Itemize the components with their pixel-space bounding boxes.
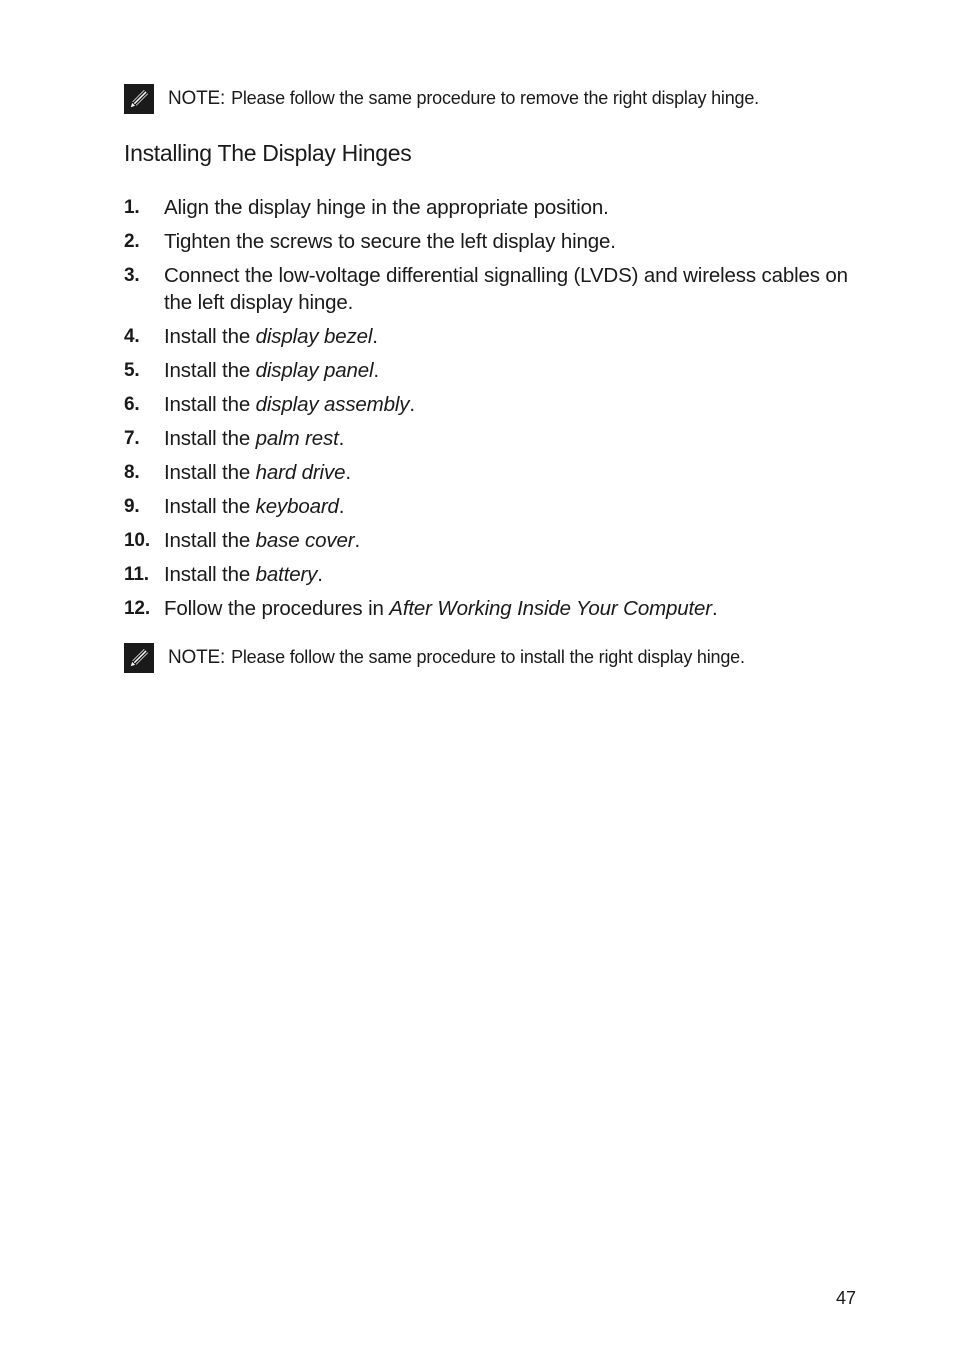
step-cross-reference: display assembly (255, 393, 410, 416)
step-item (124, 561, 864, 588)
step-text-main: Install the (164, 529, 256, 552)
step-text-end: . (345, 461, 351, 484)
note-text: Please follow the same procedure to remove the right display hinge. (231, 88, 759, 108)
step-text-main: Install the (164, 393, 256, 416)
step-item (124, 194, 864, 221)
step-text (164, 495, 344, 518)
step-item (124, 391, 864, 418)
step-number: 6. (124, 394, 140, 415)
step-text-main: Align the display hinge in the appropriate position. (164, 196, 609, 219)
step-text (164, 196, 609, 219)
step-text-main: Install the (164, 359, 256, 382)
note-remove-right-hinge (124, 84, 824, 114)
step-item (124, 228, 864, 255)
step-number: 11. (124, 564, 149, 585)
step-text-end: . (373, 359, 379, 382)
step-number: 12. (124, 598, 150, 619)
step-item (124, 459, 864, 486)
step-text-end: . (338, 427, 345, 450)
step-text (164, 325, 378, 348)
step-cross-reference: base cover (255, 529, 355, 552)
step-number: 8. (124, 462, 140, 483)
step-text (164, 597, 718, 620)
step-text-end: . (409, 393, 415, 416)
step-text (164, 393, 415, 416)
page-number: 47 (835, 1288, 856, 1308)
step-number: 1. (124, 197, 140, 218)
step-number: 10. (124, 530, 150, 551)
step-item (124, 493, 864, 520)
step-text (164, 563, 323, 586)
step-cross-reference: hard drive (255, 461, 346, 484)
step-number: 9. (124, 496, 140, 517)
step-item (124, 262, 864, 316)
step-text (164, 529, 360, 552)
note-label: NOTE: (168, 88, 226, 109)
step-text-end: . (354, 529, 360, 552)
step-text (164, 230, 616, 253)
step-number: 2. (124, 231, 140, 252)
step-item (124, 527, 864, 554)
steps-list (124, 194, 864, 629)
step-number: 7. (124, 428, 140, 449)
step-item (124, 357, 864, 384)
note-text: Please follow the same procedure to install the right display hinge. (231, 647, 745, 667)
step-text-end: . (711, 597, 718, 620)
step-text-main: Install the (164, 495, 256, 518)
step-text-end: . (317, 563, 323, 586)
note-label: NOTE: (168, 647, 226, 668)
step-cross-reference: After Working Inside Your Computer (389, 597, 712, 620)
step-text-main: Install the (164, 563, 256, 586)
step-text-main: Install the (164, 427, 256, 450)
step-text-end: . (338, 495, 345, 518)
step-text-main: Tighten the screws to secure the left display hinge. (164, 230, 616, 253)
step-item (124, 323, 864, 350)
section-title: Installing The Display Hinges (124, 140, 412, 166)
step-text-main: Connect the low-voltage differential signalling (LVDS) and wireless cables on the left display hinge. (164, 264, 848, 314)
step-text-main: Follow the procedures in (164, 597, 390, 620)
step-cross-reference: display bezel (255, 325, 373, 348)
step-cross-reference: battery (255, 563, 318, 586)
step-text (164, 461, 351, 484)
step-cross-reference: display panel (255, 359, 374, 382)
step-text (164, 427, 344, 450)
step-text (164, 264, 848, 314)
note-install-right-hinge (124, 643, 824, 673)
step-text-main: Install the (164, 325, 256, 348)
step-item (124, 425, 864, 452)
step-cross-reference: keyboard (255, 495, 339, 518)
step-text-main: Install the (164, 461, 256, 484)
note-pencil-icon (124, 643, 154, 673)
step-item (124, 595, 864, 622)
step-text-end: . (372, 325, 378, 348)
step-cross-reference: palm rest (255, 427, 339, 450)
step-number: 3. (124, 265, 140, 286)
step-number: 5. (124, 360, 140, 381)
step-number: 4. (124, 326, 140, 347)
step-text (164, 359, 379, 382)
note-pencil-icon (124, 84, 154, 114)
